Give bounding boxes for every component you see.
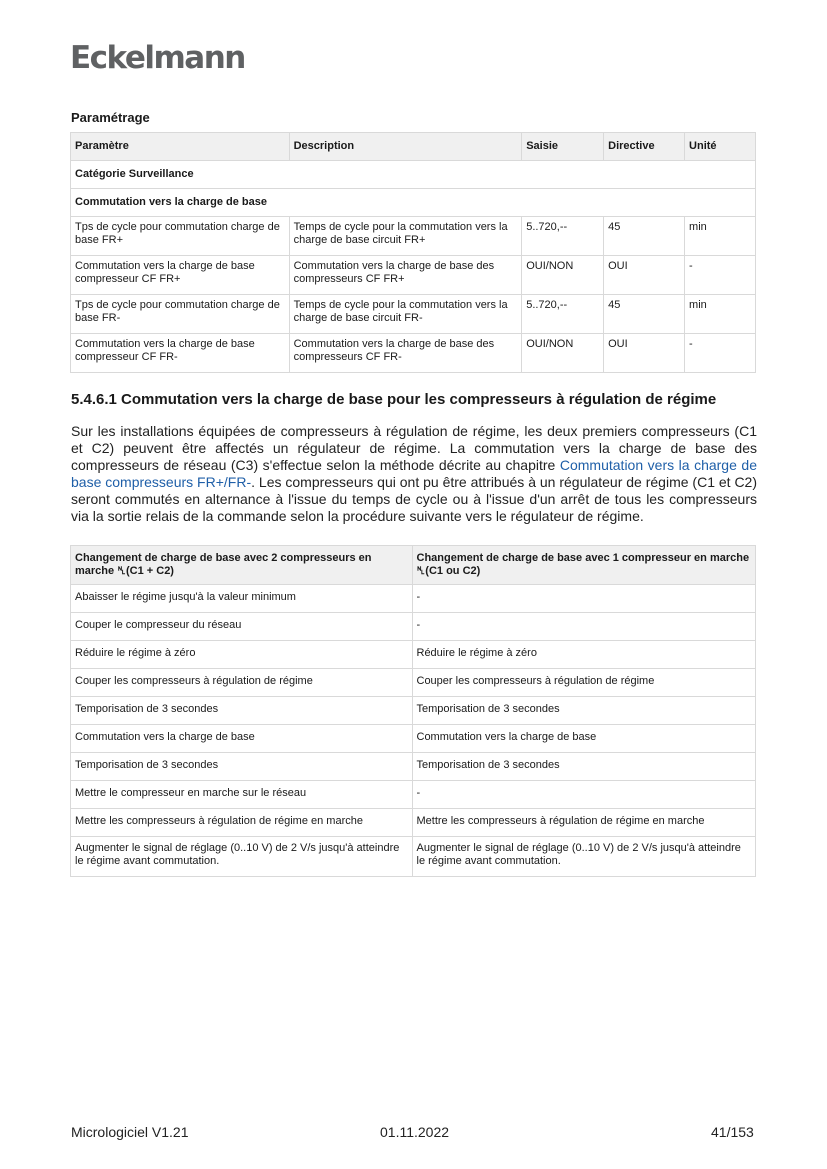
table-cell: - xyxy=(685,256,756,295)
table-cell: - xyxy=(412,781,756,809)
section-title: Paramétrage xyxy=(71,110,150,125)
paragraph-text: . Les compresseurs qui ont pu être attribués à un régulateur de régime (C1 et C2) seront commutés en alternance à l'issue du temps de cycle ou à l'issue d'un arrêt de tous les compresseurs via la sortie relais de la commande selon la procédure suivante vers le régulateur de régime. xyxy=(71,474,757,524)
table-cell: OUI/NON xyxy=(522,334,604,373)
table-cell: OUI xyxy=(604,334,685,373)
table-header-row xyxy=(71,133,756,161)
table-header-row xyxy=(71,546,756,585)
table-row xyxy=(71,669,756,697)
paragraph-text: Sur les installations équipées de compresseurs à régulation de régime, les deux premiers compresseurs (C1 et C2) peuvent être affectés un régulateur de régime. La commutation vers la charge de base des compresseurs de réseau (C3) s'effectue selon la méthode décrite au chapitre xyxy=(71,423,757,473)
chapter-link[interactable]: Commutation vers la charge de base compresseurs FR+/FR- xyxy=(71,457,757,490)
column-header: Saisie xyxy=(522,133,604,161)
table-row xyxy=(71,585,756,613)
table-cell: Commutation vers la charge de base xyxy=(412,725,756,753)
table-row xyxy=(71,613,756,641)
table-cell: Commutation vers la charge de base compresseur CF FR- xyxy=(71,334,290,373)
table-cell: OUI xyxy=(604,256,685,295)
table-row xyxy=(71,295,756,334)
column-header: Changement de charge de base avec 2 compresseurs en marche ␤(C1 + C2) xyxy=(71,546,413,585)
table-cell: Mettre le compresseur en marche sur le réseau xyxy=(71,781,413,809)
table-cell: Commutation vers la charge de base des compresseurs CF FR+ xyxy=(289,256,522,295)
subsection-heading: 5.4.6.1 Commutation vers la charge de base pour les compresseurs à régulation de régime xyxy=(71,391,717,408)
table-cell: Temporisation de 3 secondes xyxy=(412,753,756,781)
table-cell: Tps de cycle pour commutation charge de base FR+ xyxy=(71,217,290,256)
table-row xyxy=(71,256,756,295)
procedure-table xyxy=(70,545,756,877)
table-cell: Réduire le régime à zéro xyxy=(71,641,413,669)
table-cell: Augmenter le signal de réglage (0..10 V) de 2 V/s jusqu'à atteindre le régime avant commutation. xyxy=(412,837,756,877)
table-row xyxy=(71,217,756,256)
body-paragraph xyxy=(71,423,757,525)
footer-firmware-version: Micrologiciel V1.21 xyxy=(71,1124,189,1140)
table-cell: Mettre les compresseurs à régulation de régime en marche xyxy=(71,809,413,837)
table-cell: Temps de cycle pour la commutation vers la charge de base circuit FR- xyxy=(289,295,522,334)
footer-date: 01.11.2022 xyxy=(380,1124,450,1140)
table-row xyxy=(71,809,756,837)
table-row xyxy=(71,725,756,753)
table-cell: Commutation vers la charge de base des compresseurs CF FR- xyxy=(289,334,522,373)
table-row xyxy=(71,837,756,877)
subcategory-label: Commutation vers la charge de base xyxy=(71,189,756,217)
column-header: Paramètre xyxy=(71,133,290,161)
table-cell: Commutation vers la charge de base xyxy=(71,725,413,753)
column-header: Unité xyxy=(685,133,756,161)
table-row xyxy=(71,641,756,669)
table-cell: Temporisation de 3 secondes xyxy=(71,697,413,725)
table-cell: 45 xyxy=(604,295,685,334)
table-cell: Tps de cycle pour commutation charge de base FR- xyxy=(71,295,290,334)
table-cell: Abaisser le régime jusqu'à la valeur minimum xyxy=(71,585,413,613)
table-cell: Commutation vers la charge de base compresseur CF FR+ xyxy=(71,256,290,295)
parameter-table xyxy=(70,132,756,373)
table-cell: - xyxy=(685,334,756,373)
table-cell: Couper les compresseurs à régulation de régime xyxy=(71,669,413,697)
category-row xyxy=(71,161,756,189)
column-header: Description xyxy=(289,133,522,161)
table-row xyxy=(71,697,756,725)
column-header: Changement de charge de base avec 1 compresseur en marche ␤(C1 ou C2) xyxy=(412,546,756,585)
table-cell: 5..720,-- xyxy=(522,217,604,256)
table-cell: Réduire le régime à zéro xyxy=(412,641,756,669)
table-cell: Temps de cycle pour la commutation vers la charge de base circuit FR+ xyxy=(289,217,522,256)
table-cell: Mettre les compresseurs à régulation de régime en marche xyxy=(412,809,756,837)
table-row xyxy=(71,781,756,809)
table-cell: 45 xyxy=(604,217,685,256)
table-cell: min xyxy=(685,217,756,256)
subcategory-row xyxy=(71,189,756,217)
table-cell: Couper le compresseur du réseau xyxy=(71,613,413,641)
table-cell: Couper les compresseurs à régulation de régime xyxy=(412,669,756,697)
table-cell: Temporisation de 3 secondes xyxy=(71,753,413,781)
company-logo: Eckelmann xyxy=(70,40,245,76)
table-cell: Augmenter le signal de réglage (0..10 V) de 2 V/s jusqu'à atteindre le régime avant commutation. xyxy=(71,837,413,877)
table-cell: OUI/NON xyxy=(522,256,604,295)
table-cell: Temporisation de 3 secondes xyxy=(412,697,756,725)
table-row xyxy=(71,753,756,781)
table-cell: min xyxy=(685,295,756,334)
table-cell: 5..720,-- xyxy=(522,295,604,334)
footer-page-number: 41/153 xyxy=(711,1124,754,1140)
category-label: Catégorie Surveillance xyxy=(71,161,756,189)
table-row xyxy=(71,334,756,373)
table-cell: - xyxy=(412,613,756,641)
column-header: Directive xyxy=(604,133,685,161)
table-cell: - xyxy=(412,585,756,613)
